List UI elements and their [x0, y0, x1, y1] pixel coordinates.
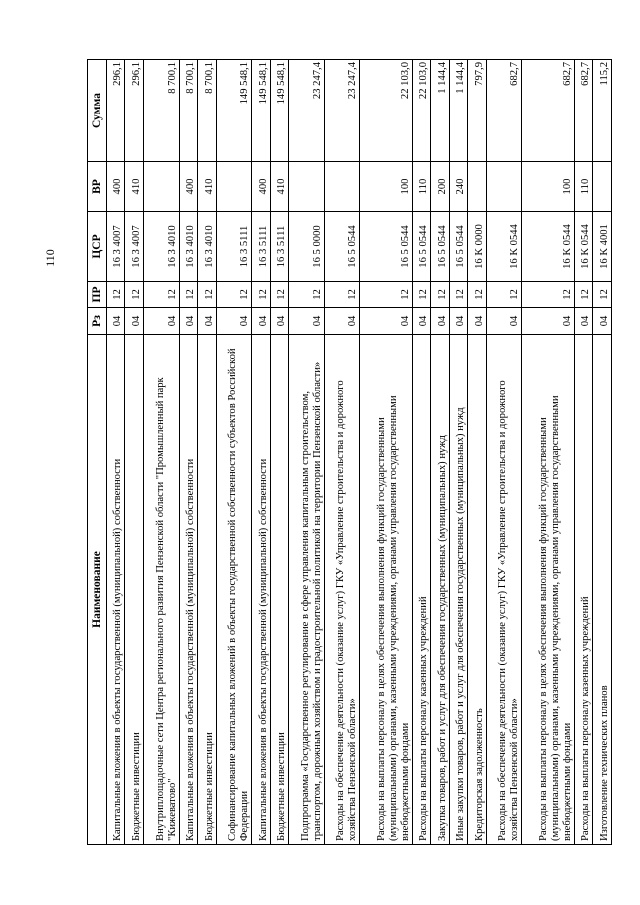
table-row	[468, 60, 486, 845]
cell-csr: 16 5 0544	[360, 212, 413, 282]
cell-pr: 12	[216, 282, 252, 308]
cell-name: Внутриплощадочные сети Центра регионального развития Пензенской области "Промышленный парк "Кижеватово"	[143, 335, 179, 845]
table-row	[107, 60, 125, 845]
cell-rz: 04	[289, 308, 325, 335]
cell-name: Кредиторская задолженность	[468, 335, 486, 845]
cell-rz: 04	[486, 308, 522, 335]
cell-rz: 04	[522, 308, 575, 335]
cell-sum: 1 144,4	[449, 60, 467, 162]
cell-sum: 1 144,4	[431, 60, 449, 162]
cell-rz: 04	[431, 308, 449, 335]
cell-sum: 8 700,1	[179, 60, 197, 162]
cell-vr	[143, 162, 179, 212]
cell-vr: 400	[252, 162, 270, 212]
cell-vr: 100	[360, 162, 413, 212]
cell-vr: 410	[198, 162, 216, 212]
cell-sum: 797,9	[468, 60, 486, 162]
table-row	[125, 60, 143, 845]
cell-pr: 12	[412, 282, 430, 308]
cell-pr: 12	[522, 282, 575, 308]
table-row	[216, 60, 252, 845]
cell-csr: 16 3 4010	[179, 212, 197, 282]
cell-vr: 100	[522, 162, 575, 212]
budget-table	[87, 59, 612, 845]
header-csr: ЦСР	[88, 212, 107, 282]
table-row	[574, 60, 592, 845]
cell-rz: 04	[449, 308, 467, 335]
table-row	[593, 60, 612, 845]
cell-csr: 16 5 0544	[449, 212, 467, 282]
cell-sum: 296,1	[107, 60, 125, 162]
cell-pr: 12	[593, 282, 612, 308]
table-row	[179, 60, 197, 845]
table-row	[360, 60, 413, 845]
table-row	[198, 60, 216, 845]
table-row	[449, 60, 467, 845]
cell-sum: 22 103,0	[412, 60, 430, 162]
cell-pr: 12	[431, 282, 449, 308]
cell-sum: 682,7	[486, 60, 522, 162]
header-pr: ПР	[88, 282, 107, 308]
cell-csr: 16 3 4007	[125, 212, 143, 282]
cell-csr: 16 5 0544	[431, 212, 449, 282]
cell-rz: 04	[468, 308, 486, 335]
cell-csr: 16 K 4001	[593, 212, 612, 282]
cell-csr: 16 3 4007	[107, 212, 125, 282]
cell-pr: 12	[198, 282, 216, 308]
cell-rz: 04	[412, 308, 430, 335]
cell-name: Расходы на обеспечение деятельности (оказание услуг) ГКУ «Управление строительства и дорожного хозяйства Пензенской области»	[486, 335, 522, 845]
cell-vr	[593, 162, 612, 212]
table-row	[289, 60, 325, 845]
cell-pr: 12	[324, 282, 360, 308]
cell-sum: 682,7	[522, 60, 575, 162]
cell-rz: 04	[593, 308, 612, 335]
cell-csr: 16 3 5111	[252, 212, 270, 282]
header-name: Наименование	[88, 335, 107, 845]
cell-name: Расходы на выплаты персоналу в целях обеспечения выполнения функций государственными (муниципальными) органами, казенными учреждениями, органами управления государственными внебюджетными фондами	[360, 335, 413, 845]
cell-rz: 04	[179, 308, 197, 335]
cell-name: Капитальные вложения в объекты государственной (муниципальной) собственности	[107, 335, 125, 845]
cell-vr: 110	[574, 162, 592, 212]
cell-csr: 16 5 0544	[324, 212, 360, 282]
header-rz: Рз	[88, 308, 107, 335]
header-sum: Сумма	[88, 60, 107, 162]
cell-name: Расходы на выплаты персоналу казенных учреждений	[412, 335, 430, 845]
cell-name: Изготовление технических планов	[593, 335, 612, 845]
cell-rz: 04	[198, 308, 216, 335]
cell-rz: 04	[216, 308, 252, 335]
cell-name: Бюджетные инвестиции	[125, 335, 143, 845]
cell-name: Расходы на выплаты персоналу в целях обеспечения выполнения функций государственными (муниципальными) органами, казенными учреждениями, органами управления государственными внебюджетными фондами	[522, 335, 575, 845]
cell-csr: 16 5 0544	[412, 212, 430, 282]
cell-vr	[468, 162, 486, 212]
cell-csr: 16 K 0544	[574, 212, 592, 282]
cell-name: Закупка товаров, работ и услуг для обеспечения государственных (муниципальных) нужд	[431, 335, 449, 845]
table-header-row	[88, 60, 107, 845]
cell-pr: 12	[360, 282, 413, 308]
cell-pr: 12	[574, 282, 592, 308]
cell-rz: 04	[270, 308, 288, 335]
cell-csr: 16 3 5111	[216, 212, 252, 282]
cell-vr	[324, 162, 360, 212]
cell-sum: 8 700,1	[143, 60, 179, 162]
cell-pr: 12	[252, 282, 270, 308]
cell-sum: 115,2	[593, 60, 612, 162]
cell-pr: 12	[449, 282, 467, 308]
cell-pr: 12	[486, 282, 522, 308]
cell-sum: 23 247,4	[324, 60, 360, 162]
page-number: 110	[43, 249, 57, 267]
cell-pr: 12	[270, 282, 288, 308]
header-vr: ВР	[88, 162, 107, 212]
cell-name: Бюджетные инвестиции	[270, 335, 288, 845]
cell-sum: 296,1	[125, 60, 143, 162]
table-row	[522, 60, 575, 845]
cell-csr: 16 5 0000	[289, 212, 325, 282]
cell-rz: 04	[574, 308, 592, 335]
cell-name: Подпрограмма «Государственное регулирование в сфере управления капитальным строительством, транспортом, дорожным хозяйством и градостроительной политикой на территории Пензенской области»	[289, 335, 325, 845]
cell-vr	[216, 162, 252, 212]
cell-csr: 16 K 0544	[522, 212, 575, 282]
cell-pr: 12	[107, 282, 125, 308]
cell-vr: 110	[412, 162, 430, 212]
cell-csr: 16 3 4010	[143, 212, 179, 282]
cell-sum: 8 700,1	[198, 60, 216, 162]
table-row	[412, 60, 430, 845]
cell-csr: 16 K 0000	[468, 212, 486, 282]
cell-vr: 200	[431, 162, 449, 212]
cell-pr: 12	[179, 282, 197, 308]
cell-vr	[289, 162, 325, 212]
budget-table-rotated	[87, 60, 612, 845]
cell-rz: 04	[143, 308, 179, 335]
cell-vr	[486, 162, 522, 212]
cell-name: Расходы на выплаты персоналу казенных учреждений	[574, 335, 592, 845]
cell-name: Капитальные вложения в объекты государственной (муниципальной) собственности	[252, 335, 270, 845]
cell-sum: 22 103,0	[360, 60, 413, 162]
table-row	[143, 60, 179, 845]
table-row	[270, 60, 288, 845]
cell-rz: 04	[324, 308, 360, 335]
table-row	[431, 60, 449, 845]
table-row	[252, 60, 270, 845]
cell-csr: 16 K 0544	[486, 212, 522, 282]
cell-sum: 23 247,4	[289, 60, 325, 162]
cell-name: Капитальные вложения в объекты государственной (муниципальной) собственности	[179, 335, 197, 845]
table-row	[486, 60, 522, 845]
cell-pr: 12	[143, 282, 179, 308]
cell-pr: 12	[468, 282, 486, 308]
cell-name: Софинансирование капитальных вложений в объекты государственной собственности субъектов Российской Федерации	[216, 335, 252, 845]
cell-csr: 16 3 5111	[270, 212, 288, 282]
cell-name: Бюджетные инвестиции	[198, 335, 216, 845]
cell-pr: 12	[125, 282, 143, 308]
cell-name: Расходы на обеспечение деятельности (оказание услуг) ГКУ «Управление строительства и дорожного хозяйства Пензенской области»	[324, 335, 360, 845]
table-row	[324, 60, 360, 845]
cell-sum: 682,7	[574, 60, 592, 162]
cell-sum: 149 548,1	[270, 60, 288, 162]
cell-vr: 240	[449, 162, 467, 212]
cell-rz: 04	[125, 308, 143, 335]
cell-name: Иные закупки товаров, работ и услуг для обеспечения государственных (муниципальных) нужд	[449, 335, 467, 845]
cell-sum: 149 548,1	[216, 60, 252, 162]
cell-sum: 149 548,1	[252, 60, 270, 162]
cell-vr: 400	[179, 162, 197, 212]
cell-rz: 04	[107, 308, 125, 335]
cell-vr: 410	[125, 162, 143, 212]
cell-vr: 400	[107, 162, 125, 212]
cell-rz: 04	[252, 308, 270, 335]
cell-vr: 410	[270, 162, 288, 212]
cell-csr: 16 3 4010	[198, 212, 216, 282]
cell-pr: 12	[289, 282, 325, 308]
cell-rz: 04	[360, 308, 413, 335]
